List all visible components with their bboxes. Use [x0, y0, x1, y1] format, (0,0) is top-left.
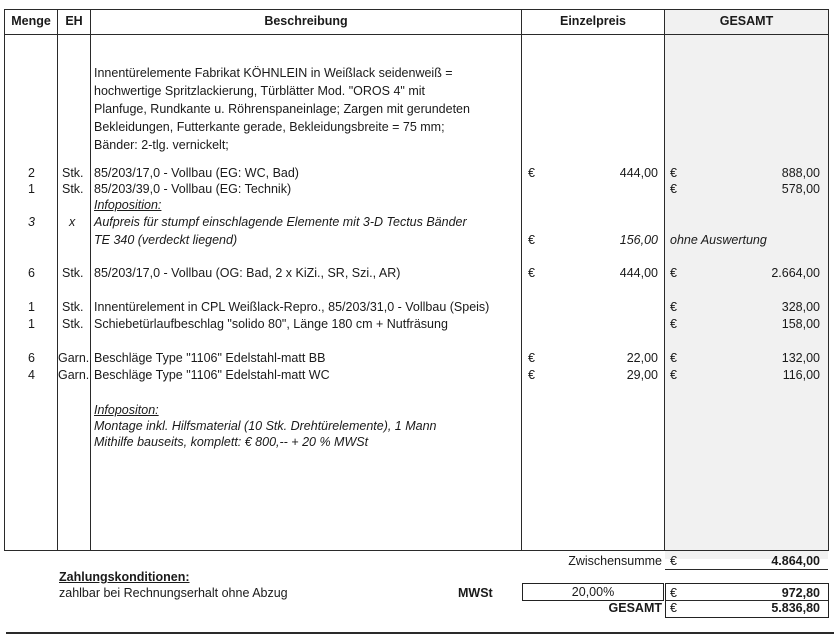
unit-price-currency: € [528, 351, 535, 365]
item-description: TE 340 (verdeckt liegend) [94, 233, 238, 247]
payment-text: zahlbar bei Rechnungserhalt ohne Abzug [59, 586, 288, 600]
gesamt-currency: € [670, 601, 677, 615]
info-line: Mithilfe bauseits, komplett: € 800,-- + 20 % MWSt [94, 435, 369, 449]
unit: Stk. [62, 166, 84, 180]
header-gesamt: GESAMT [719, 14, 774, 28]
intro-description [94, 64, 519, 154]
mwst-value: 972,80 [781, 586, 820, 600]
unit: Stk. [62, 182, 84, 196]
qty: 6 [28, 266, 35, 280]
total-currency: € [670, 266, 677, 280]
item-description: 85/203/39,0 - Vollbau (EG: Technik) [94, 182, 292, 196]
unit-price-currency: € [528, 233, 535, 247]
unit-price: 29,00 [626, 368, 658, 382]
item-description: Schiebetürlaufbeschlag "solido 80", Länge 180 cm + Nutfräsung [94, 317, 448, 331]
zwischensumme-label: Zwischensumme [568, 554, 662, 568]
border-left [4, 9, 5, 551]
total-currency: € [670, 351, 677, 365]
item-description: Beschläge Type "1106" Edelstahl-matt WC [94, 368, 330, 382]
unit: Garn. [58, 351, 90, 365]
total-price: 578,00 [781, 182, 820, 196]
unit: Stk. [62, 266, 84, 280]
header-menge: Menge [11, 14, 51, 28]
border-desc-ep [521, 9, 522, 551]
item-description: Aufpreis für stumpf einschlagende Elemente mit 3-D Tectus Bänder [94, 215, 467, 229]
total-note: ohne Auswertung [670, 233, 767, 247]
total-price: 2.664,00 [771, 266, 820, 280]
qty: 2 [28, 166, 35, 180]
zwischensumme-underline [665, 569, 828, 570]
qty: 1 [28, 182, 35, 196]
intro-line: Innentürelemente Fabrikat KÖHNLEIN in Weißlack seidenweiß = [94, 66, 453, 80]
zwischensumme-value: 4.864,00 [771, 554, 820, 568]
zwischensumme-currency: € [670, 554, 677, 568]
gesamt-label: GESAMT [608, 601, 662, 615]
total-currency: € [670, 368, 677, 382]
gesamt-value: 5.836,80 [771, 601, 820, 615]
infoposition-label: Infoposition: [94, 198, 162, 212]
unit-price-currency: € [528, 266, 535, 280]
unit-price: 22,00 [626, 351, 658, 365]
header-beschreibung: Beschreibung [264, 14, 348, 28]
border-menge-eh [57, 9, 58, 551]
total-currency: € [670, 300, 677, 314]
total-currency: € [670, 317, 677, 331]
mwst-currency: € [670, 586, 677, 600]
qty: 3 [28, 215, 35, 229]
qty: 6 [28, 351, 35, 365]
unit: Stk. [62, 300, 84, 314]
total-price: 132,00 [781, 351, 820, 365]
unit: x [69, 215, 76, 229]
border-ep-gs [664, 9, 665, 551]
qty: 4 [28, 368, 35, 382]
header-bottom-border [4, 34, 828, 35]
unit: Garn. [58, 368, 90, 382]
intro-line: Planfuge, Rundkante u. Röhrenspaneinlage; Zargen mit gerundeten [94, 102, 470, 116]
header-eh: EH [65, 14, 83, 28]
unit-price-currency: € [528, 166, 535, 180]
unit-price: 444,00 [619, 166, 658, 180]
intro-line: Bekleidungen, Futterkante gerade, Bekleidungsbreite = 75 mm; [94, 120, 445, 134]
item-description: 85/203/17,0 - Vollbau (EG: WC, Bad) [94, 166, 299, 180]
header-einzelpreis: Einzelpreis [560, 14, 626, 28]
total-currency: € [670, 182, 677, 196]
item-description: Innentürelement in CPL Weißlack-Repro., 85/203/31,0 - Vollbau (Speis) [94, 300, 490, 314]
page-bottom-rule [6, 632, 834, 634]
unit-price: 444,00 [619, 266, 658, 280]
border-eh-desc [90, 9, 91, 551]
total-price: 158,00 [781, 317, 820, 331]
total-currency: € [670, 166, 677, 180]
table-bottom-border [4, 550, 828, 551]
item-description: 85/203/17,0 - Vollbau (OG: Bad, 2 x KiZi., SR, Szi., AR) [94, 266, 401, 280]
intro-line: hochwertige Spritzlackierung, Türblätter Mod. "OROS 4" mit [94, 84, 425, 98]
info-line: Montage inkl. Hilfsmaterial (10 Stk. Drehtürelemente), 1 Mann [94, 419, 437, 433]
qty: 1 [28, 300, 35, 314]
qty: 1 [28, 317, 35, 331]
info-title: Infopositon: [94, 403, 159, 417]
total-price: 116,00 [782, 368, 820, 382]
gesamt-column-shade [665, 9, 828, 559]
mwst-label: MWSt [458, 586, 493, 600]
payment-title: Zahlungskonditionen: [59, 570, 190, 584]
total-price: 888,00 [781, 166, 820, 180]
table-top-border [4, 9, 828, 10]
border-right [828, 9, 829, 551]
mwst-rate: 20,00% [522, 583, 664, 601]
unit-price: 156,00 [619, 233, 658, 247]
unit: Stk. [62, 317, 84, 331]
item-description: Beschläge Type "1106" Edelstahl-matt BB [94, 351, 326, 365]
intro-line: Bänder: 2-tlg. vernickelt; [94, 138, 229, 152]
unit-price-currency: € [528, 368, 535, 382]
total-price: 328,00 [781, 300, 820, 314]
